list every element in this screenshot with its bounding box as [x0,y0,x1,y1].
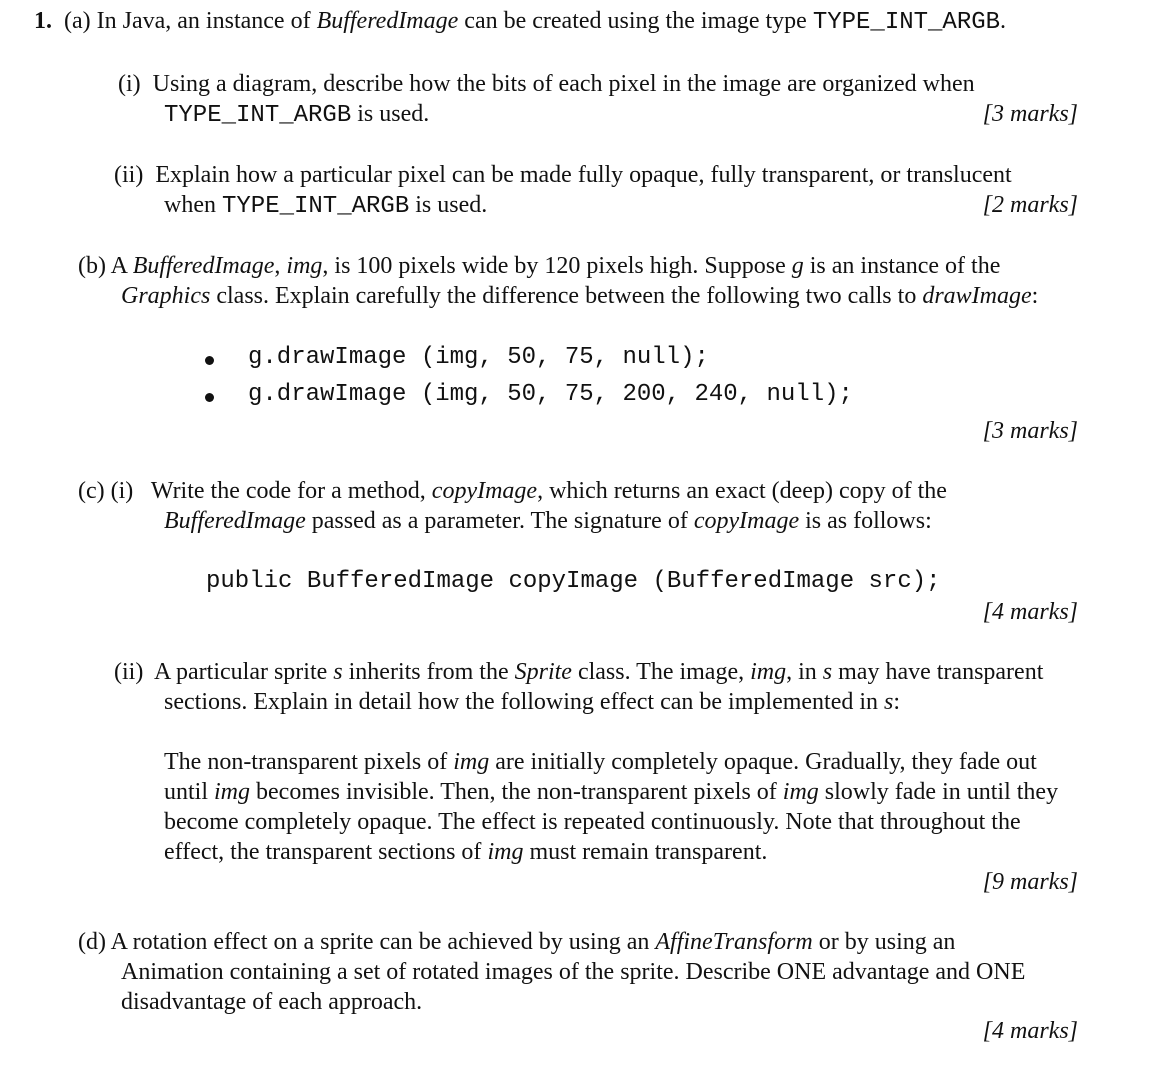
text: until [164,779,215,805]
part-c-ii-label: (ii) [114,659,144,685]
text: is as follows: [799,508,932,534]
marks-a-ii: [2 marks] [982,192,1078,218]
marks-a-i: [3 marks] [982,101,1078,127]
variable-name: s [333,659,343,685]
bullet-icon [205,393,214,402]
method-name: copyImage [693,508,800,534]
text: must remain transparent. [523,839,768,865]
text: slowly fade in until they [818,779,1059,805]
effect-description-line4 [164,837,767,867]
text: disadvantage of each approach. [121,989,423,1015]
text: passed as a parameter. The signature of [305,508,694,534]
text: is used. [409,192,488,218]
method-signature-code: public BufferedImage copyImage (BufferedImage src); [206,568,941,595]
text: The non-transparent pixels of [164,749,454,775]
type-constant: TYPE_INT_ARGB [221,193,410,220]
text: In Java, an instance of [96,8,317,34]
variable-name: g [791,253,804,279]
class-name: Graphics [121,283,211,309]
part-a-i-line1 [118,69,975,99]
text: : [1031,283,1039,309]
effect-description-line2 [164,777,1058,807]
part-a-ii-line2 [164,190,487,222]
class-name: AffineTransform [655,929,813,955]
variable-name: img [453,749,490,775]
marks-d: [4 marks] [982,1018,1078,1044]
text: inherits from the [342,659,515,685]
part-c-ii-line2 [164,687,900,717]
text: class. The image, [571,659,751,685]
variable-name: img [750,659,787,685]
code-line-2: g.drawImage (img, 50, 75, 200, 240, null); [248,381,853,408]
variable-name: s [822,659,833,685]
part-d-line2 [121,957,1025,987]
part-a-ii-line1 [114,160,1012,190]
method-name: drawImage [922,283,1032,309]
text: when [164,192,222,218]
text: are initially completely opaque. Gradually, they fade out [489,749,1037,775]
part-b-line1 [78,251,1000,281]
text: is used. [351,101,430,127]
class-name: BufferedImage [164,508,306,534]
part-c-ii-line1 [114,657,1043,687]
part-a-i-line2 [164,99,429,131]
part-c-i-label: (i) [110,478,134,504]
text: class. Explain carefully the difference between the following two calls to [210,283,923,309]
class-name: BufferedImage [132,253,275,279]
code-line-1: g.drawImage (img, 50, 75, null); [248,344,709,371]
marks-b: [3 marks] [982,418,1078,444]
effect-description-line1 [164,747,1037,777]
bullet-icon [205,356,214,365]
text: . [1000,8,1007,34]
text: A particular sprite [154,659,334,685]
part-d-label: (d) [78,929,106,955]
text: : [893,689,901,715]
text: Using a diagram, describe how the bits of each pixel in the image are organized when [152,71,975,97]
text: Animation containing a set of rotated images of the sprite. Describe ONE advantage and ONE [121,959,1026,985]
part-b-label: (b) [78,253,106,279]
variable-name: img [782,779,819,805]
text: , is 100 pixels wide by 120 pixels high. Suppose [322,253,792,279]
part-a-ii-label: (ii) [114,162,144,188]
text: A [110,253,133,279]
type-constant: TYPE_INT_ARGB [812,9,1001,36]
text: A rotation effect on a sprite can be achieved by using an [110,929,656,955]
text: Write the code for a method, [150,478,432,504]
text: , in [786,659,823,685]
text: can be created using the image type [458,8,813,34]
marks-c-i: [4 marks] [982,599,1078,625]
part-a-i-label: (i) [118,71,141,97]
text: , which returns an exact (deep) copy of the [537,478,947,504]
text: effect, the transparent sections of [164,839,488,865]
part-b-line2 [121,281,1038,311]
text: becomes invisible. Then, the non-transparent pixels of [250,779,783,805]
method-name: copyImage [431,478,538,504]
part-d-line1 [78,927,955,957]
text: , [274,253,287,279]
variable-name: img [487,839,524,865]
text: may have transparent [832,659,1044,685]
variable-name: img [286,253,323,279]
type-constant: TYPE_INT_ARGB [164,102,352,129]
text: is an instance of the [803,253,1001,279]
class-name: BufferedImage [316,8,459,34]
question-number: 1. [34,8,52,34]
part-c-i-line2 [164,506,932,536]
text: Explain how a particular pixel can be made fully opaque, fully transparent, or translucent [155,162,1012,188]
text: become completely opaque. The effect is repeated continuously. Note that throughout the [164,809,1021,835]
marks-c-ii: [9 marks] [982,869,1078,895]
text: sections. Explain in detail how the following effect can be implemented in [164,689,885,715]
part-c-label: (c) [78,478,105,504]
effect-description-line3 [164,807,1021,837]
class-name: Sprite [514,659,572,685]
part-a-label: (a) [64,8,91,34]
question-1-a-intro [34,6,1006,38]
text: or by using an [812,929,956,955]
part-d-line3 [121,987,422,1017]
variable-name: s [884,689,894,715]
variable-name: img [214,779,251,805]
part-c-i-line1 [78,476,947,506]
